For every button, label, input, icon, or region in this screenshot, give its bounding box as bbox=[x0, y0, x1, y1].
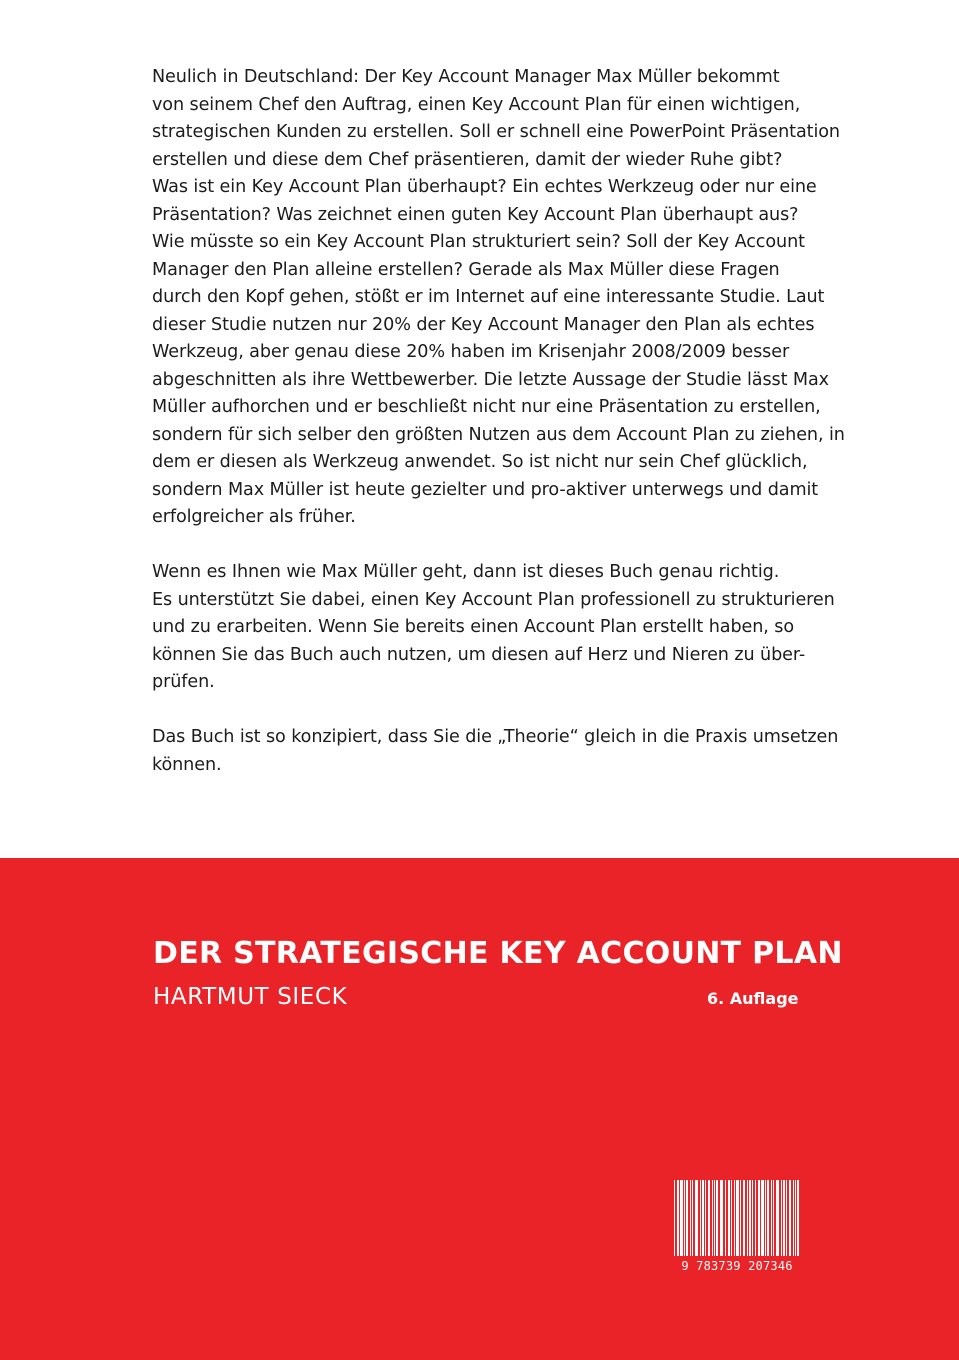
blurb-line: strategischen Kunden zu erstellen. Soll er schnell eine PowerPoint Präsentation bbox=[152, 122, 840, 142]
blurb-line: Werkzeug, aber genau diese 20% haben im Krisenjahr 2008/2009 besser bbox=[152, 342, 790, 362]
edition-label: 6. Auflage bbox=[707, 989, 799, 1008]
barcode-bar bbox=[767, 1180, 769, 1260]
blurb-line: erstellen und diese dem Chef präsentieren, damit der wieder Ruhe gibt? bbox=[152, 149, 783, 170]
paragraph-gap bbox=[152, 697, 852, 725]
blurb-line: dem er diesen als Werkzeug anwendet. So ist nicht nur sein Chef glücklich, bbox=[152, 452, 808, 472]
blurb-line: Neulich in Deutschland: Der Key Account Manager Max Müller bekommt bbox=[152, 67, 780, 87]
barcode-bar bbox=[736, 1180, 739, 1260]
blurb-line: erfolgreicher als früher. bbox=[152, 507, 356, 527]
isbn-barcode bbox=[672, 1180, 802, 1276]
barcode-bar bbox=[752, 1180, 753, 1260]
barcode-bar bbox=[700, 1180, 701, 1260]
blurb-line: dieser Studie nutzen nur 20% der Key Account Manager den Plan als echtes bbox=[152, 314, 815, 335]
barcode-bar bbox=[734, 1180, 735, 1260]
barcode-bar bbox=[765, 1180, 766, 1260]
blurb-line: Wenn es Ihnen wie Max Müller geht, dann ist dieses Buch genau richtig. bbox=[152, 562, 780, 582]
barcode-bar bbox=[702, 1180, 704, 1260]
barcode-bar bbox=[708, 1180, 710, 1260]
barcode-bar bbox=[740, 1180, 741, 1260]
barcode-bar bbox=[725, 1180, 726, 1260]
paragraph-2 bbox=[152, 559, 852, 697]
barcode-bar bbox=[731, 1180, 732, 1260]
blurb-line: Müller aufhorchen und er beschließt nicht nur eine Präsentation zu erstellen, bbox=[152, 397, 821, 417]
blurb-line: Das Buch ist so konzipiert, dass Sie die „Theorie“ gleich in die Praxis umsetzen bbox=[152, 727, 839, 747]
blurb-line: können Sie das Buch auch nutzen, um diesen auf Herz und Nieren zu über- bbox=[152, 644, 806, 665]
barcode-bar bbox=[786, 1180, 787, 1260]
book-author: HARTMUT SIECK bbox=[153, 984, 348, 1010]
barcode-bar bbox=[680, 1180, 683, 1260]
barcode-bar bbox=[781, 1180, 782, 1260]
red-title-band bbox=[0, 858, 959, 1360]
blurb-line: Es unterstützt Sie dabei, einen Key Account Plan professionell zu strukturieren bbox=[152, 589, 835, 610]
blurb-line: prüfen. bbox=[152, 672, 215, 692]
barcode-bar bbox=[783, 1180, 785, 1260]
barcode-bar bbox=[793, 1180, 794, 1260]
barcode-bar bbox=[743, 1180, 745, 1260]
barcode-bar bbox=[773, 1180, 774, 1260]
blurb-line: abgeschnitten als ihre Wettbewerber. Die letzte Aussage der Studie lässt Max bbox=[152, 369, 829, 390]
barcode-bar bbox=[755, 1180, 756, 1260]
barcode-bar bbox=[720, 1180, 723, 1260]
blurb-line: Was ist ein Key Account Plan überhaupt? Ein echtes Werkzeug oder nur eine bbox=[152, 177, 817, 197]
barcode-bar bbox=[677, 1180, 679, 1260]
barcode-bar bbox=[712, 1180, 713, 1260]
paragraph-1 bbox=[152, 64, 852, 532]
barcode-bar bbox=[728, 1180, 730, 1260]
barcode-bar bbox=[714, 1180, 715, 1260]
blurb-line: von seinem Chef den Auftrag, einen Key Account Plan für einen wichtigen, bbox=[152, 94, 801, 115]
barcode-bar bbox=[771, 1180, 772, 1260]
blurb bbox=[152, 64, 852, 779]
barcode-bar bbox=[690, 1180, 691, 1260]
blurb-line: Wie müsste so ein Key Account Plan strukturiert sein? Soll der Key Account bbox=[152, 232, 805, 252]
barcode-bar bbox=[776, 1180, 779, 1260]
barcode-bar bbox=[695, 1180, 698, 1260]
blurb-line: Präsentation? Was zeichnet einen guten Key Account Plan überhaupt aus? bbox=[152, 204, 799, 225]
paragraph-gap bbox=[152, 532, 852, 560]
blurb-line: Manager den Plan alleine erstellen? Gerade als Max Müller diese Fragen bbox=[152, 259, 780, 280]
barcode-bar bbox=[674, 1180, 675, 1260]
paragraph-3 bbox=[152, 724, 852, 779]
blurb-line: durch den Kopf gehen, stößt er im Internet auf eine interessante Studie. Laut bbox=[152, 287, 825, 307]
blurb-line: sondern für sich selber den größten Nutzen aus dem Account Plan zu ziehen, in bbox=[152, 424, 845, 445]
barcode-bar bbox=[797, 1180, 799, 1260]
blurb-line: können. bbox=[152, 754, 222, 775]
barcode-bar bbox=[747, 1180, 748, 1260]
blurb-line: und zu erarbeiten. Wenn Sie bereits einen Account Plan erstellt haben, so bbox=[152, 617, 795, 637]
barcode-bar bbox=[684, 1180, 685, 1260]
barcode-bar bbox=[705, 1180, 706, 1260]
barcode-bar bbox=[749, 1180, 751, 1260]
barcode-bar bbox=[692, 1180, 693, 1260]
barcode-bar bbox=[716, 1180, 718, 1260]
blurb-line: sondern Max Müller ist heute gezielter und pro-aktiver unterwegs und damit bbox=[152, 479, 819, 500]
barcode-bar bbox=[795, 1180, 796, 1260]
barcode-digits: 9 783739 207346 bbox=[672, 1256, 802, 1276]
barcode-bar bbox=[761, 1180, 764, 1260]
barcode-bar bbox=[758, 1180, 760, 1260]
barcode-bar bbox=[686, 1180, 688, 1260]
barcode-bar bbox=[789, 1180, 791, 1260]
book-title: DER STRATEGISCHE KEY ACCOUNT PLAN bbox=[153, 936, 843, 971]
